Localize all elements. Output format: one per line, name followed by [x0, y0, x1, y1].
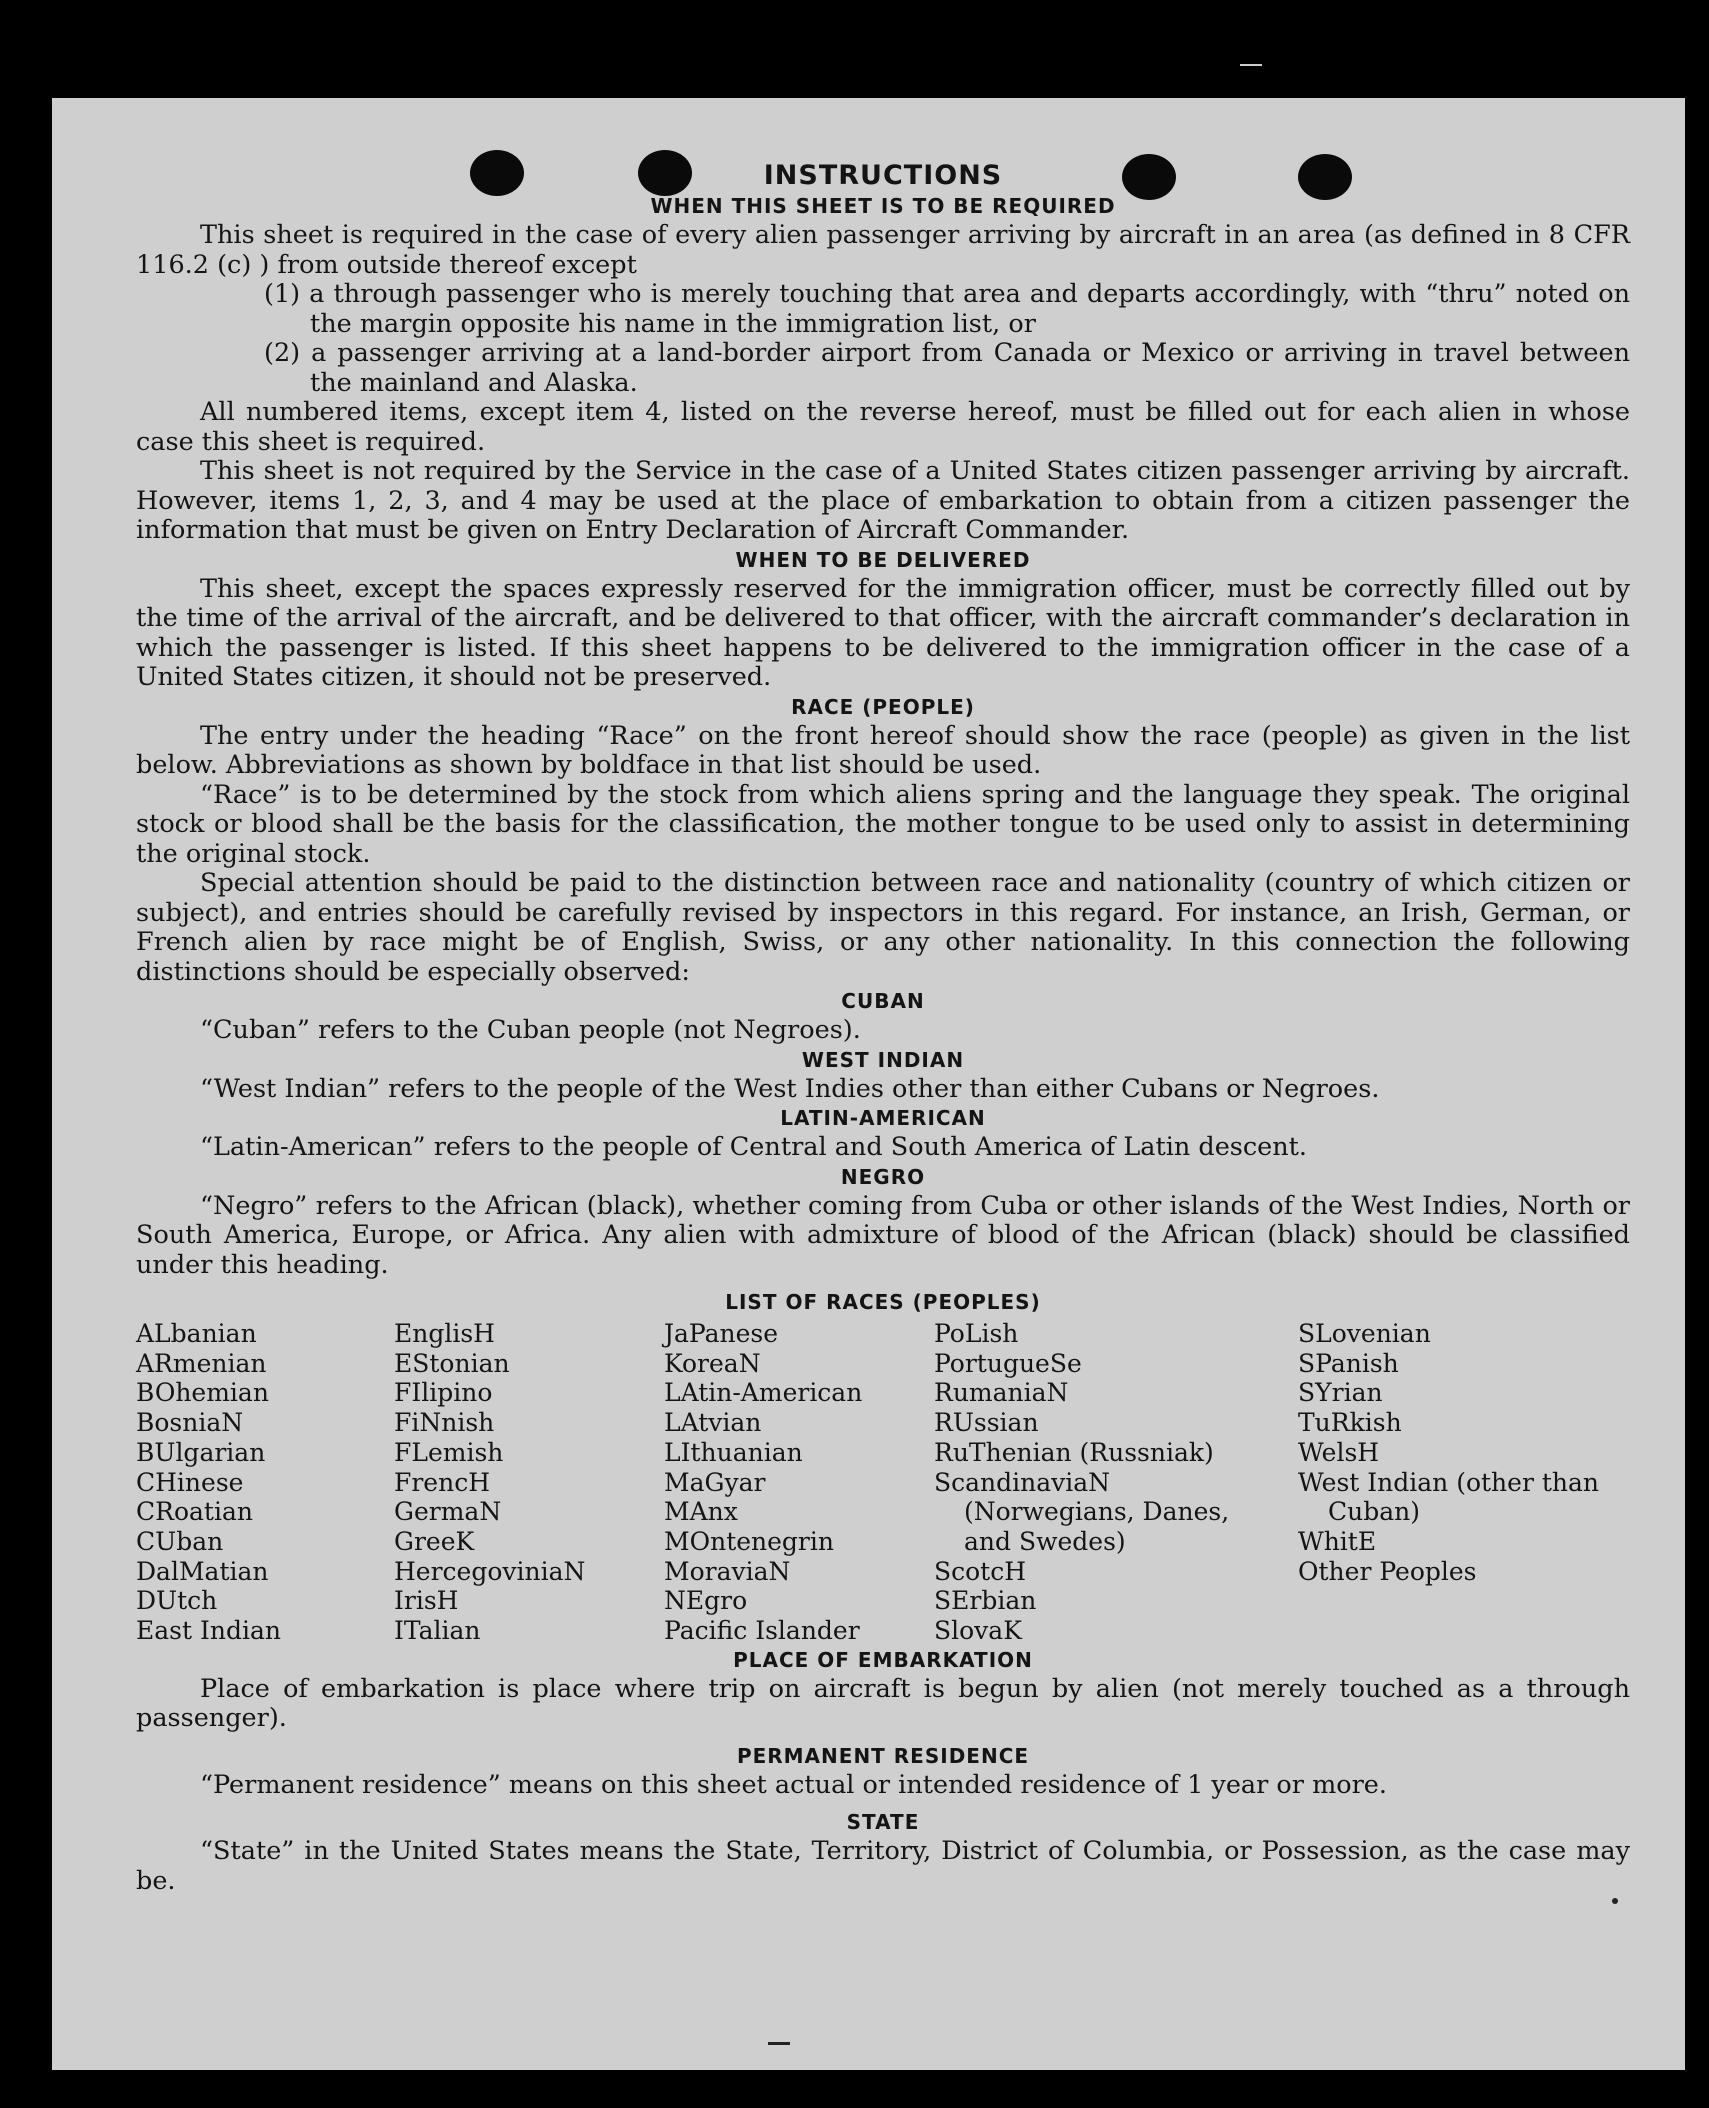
race-entry: DUtch: [136, 1586, 218, 1616]
paragraph: Place of embarkation is place where trip on aircraft is begun by alien (not merely touched as a through passenger).: [136, 1673, 1630, 1734]
section-heading: WHEN TO BE DELIVERED: [735, 547, 1031, 572]
race-entry: FrencH: [394, 1467, 490, 1497]
race-entry: ScandinaviaN (Norwegians, Danes, and Swedes): [934, 1467, 1230, 1556]
race-entry: WelsH: [1298, 1437, 1380, 1467]
paragraph: The entry under the heading “Race” on the front hereof should show the race (people) as given in the list below. Abbreviations as shown by boldface in that list should be used.: [136, 720, 1630, 780]
definition: “Latin-American” refers to the people of Central and South America of Latin descent.: [200, 1132, 1308, 1162]
section-heading: WHEN THIS SHEET IS TO BE REQUIRED: [650, 194, 1116, 218]
race-entry: RuThenian (Russniak): [934, 1437, 1214, 1467]
document-page: [52, 98, 1685, 2070]
race-entry: PortugueSe: [934, 1348, 1082, 1378]
race-entry: EStonian: [394, 1348, 510, 1378]
race-entry: SErbian: [934, 1586, 1037, 1616]
paragraph: All numbered items, except item 4, listed on the reverse hereof, must be filled out for each alien in whose case this sheet is required.: [136, 397, 1630, 457]
races-column: [136, 1319, 394, 1646]
race-entry: SlovaK: [934, 1616, 1022, 1646]
race-entry: FLemish: [394, 1437, 504, 1467]
scan-mark: [1612, 1898, 1618, 1904]
section-heading: LATIN-AMERICAN: [780, 1106, 986, 1130]
section-heading: NEGRO: [840, 1164, 926, 1189]
race-entry: TuRkish: [1298, 1408, 1402, 1438]
race-entry: West Indian (other than Cuban): [1298, 1467, 1600, 1527]
scan-mark: [768, 2042, 790, 2045]
races-column: [934, 1319, 1298, 1646]
races-column: [1298, 1319, 1598, 1646]
paragraph: “Permanent residence” means on this sheet actual or intended residence of 1 year or more.: [200, 1769, 1387, 1800]
race-entry: BosniaN: [136, 1408, 244, 1438]
paragraph: “Race” is to be determined by the stock from which aliens spring and the language they speak. The original stock or blood shall be the basis for the classification, the mother tongue to be used only to assist in determining the original stock.: [136, 779, 1630, 869]
race-entry: CRoatian: [136, 1497, 253, 1527]
race-entry: RUssian: [934, 1408, 1039, 1438]
paragraph: This sheet is not required by the Service in the case of a United States citizen passenger arriving by aircraft. However, items 1, 2, 3, and 4 may be used at the place of embarkation to obtain from a citizen passenger the information that must be given on Entry Declaration of Aircraft Commander.: [136, 456, 1630, 545]
race-entry: PoLish: [934, 1319, 1019, 1348]
definition: “West Indian” refers to the people of the West Indies other than either Cubans or Negroes.: [200, 1073, 1380, 1104]
list-item: (2) a passenger arriving at a land-border airport from Canada or Mexico or arriving in travel between the mainland and Alaska.: [264, 338, 1630, 398]
race-entry: Pacific Islander: [664, 1616, 860, 1646]
race-entry: MoraviaN: [664, 1556, 791, 1586]
instructions-body: [136, 160, 1630, 1896]
race-entry: EnglisH: [394, 1319, 495, 1348]
section-heading: RACE (PEOPLE): [791, 694, 975, 719]
race-entry: SLovenian: [1298, 1319, 1431, 1348]
race-entry: ITalian: [394, 1616, 481, 1646]
race-entry: GermaN: [394, 1497, 502, 1527]
race-entry: ScotcH: [934, 1556, 1027, 1586]
race-entry: KoreaN: [664, 1348, 761, 1378]
race-entry: CHinese: [136, 1467, 244, 1497]
races-column: [394, 1319, 664, 1646]
paragraph: “State” in the United States means the State, Territory, District of Columbia, or Possession, as the case may be.: [136, 1836, 1630, 1896]
section-heading: CUBAN: [841, 989, 925, 1013]
section-heading: PERMANENT RESIDENCE: [736, 1743, 1030, 1768]
page-title: INSTRUCTIONS: [763, 160, 1003, 191]
scan-mark: [1240, 64, 1262, 66]
definition: “Negro” refers to the African (black), whether coming from Cuba or other islands of the West Indies, North or South America, Europe, or Africa. Any alien with admixture of blood of the African (black) should be classified under this heading.: [136, 1190, 1630, 1280]
race-entry: SPanish: [1298, 1348, 1399, 1378]
paragraph: This sheet is required in the case of every alien passenger arriving by aircraft in an area (as defined in 8 CFR 116.2 (c) ) from outside thereof except: [136, 220, 1630, 280]
race-entry: LAtvian: [664, 1408, 762, 1438]
race-entry: ARmenian: [136, 1348, 267, 1378]
race-entry: ALbanian: [136, 1319, 257, 1348]
section-heading: LIST OF RACES (PEOPLES): [725, 1290, 1041, 1314]
definition: “Cuban” refers to the Cuban people (not Negroes).: [200, 1015, 861, 1045]
race-entry: RumaniaN: [934, 1378, 1069, 1408]
paragraph: This sheet, except the spaces expressly reserved for the immigration officer, must be correctly filled out by the time of the arrival of the aircraft, and be delivered to that officer, with the aircraft commander’s declaration in which the passenger is listed. If this sheet happens to be delivered to the immigration officer in the case of a United States citizen, it should not be preserved.: [136, 573, 1630, 692]
race-entry: SYrian: [1298, 1378, 1383, 1408]
list-item: (1) a through passenger who is merely touching that area and departs accordingly, with “thru” noted on the margin opposite his name in the immigration list, or: [264, 279, 1630, 339]
race-entry: GreeK: [394, 1526, 475, 1556]
race-entry: DalMatian: [136, 1556, 269, 1586]
races-column: [664, 1319, 934, 1646]
race-entry: MOntenegrin: [664, 1526, 834, 1556]
section-heading: STATE: [846, 1810, 920, 1835]
section-heading: WEST INDIAN: [801, 1047, 965, 1072]
race-entry: Other Peoples: [1298, 1556, 1477, 1586]
race-entry: HercegoviniaN: [394, 1556, 586, 1586]
race-entry: BOhemian: [136, 1378, 269, 1408]
race-entry: LAtin-American: [664, 1378, 863, 1408]
race-entry: FIlipino: [394, 1378, 493, 1408]
race-entry: CUban: [136, 1526, 224, 1556]
race-entry: BUlgarian: [136, 1437, 266, 1467]
race-entry: JaPanese: [664, 1319, 779, 1348]
race-entry: WhitE: [1298, 1526, 1377, 1556]
race-entry: NEgro: [664, 1586, 748, 1616]
races-list: [136, 1319, 1630, 1646]
race-entry: MAnx: [664, 1497, 738, 1527]
race-entry: LIthuanian: [664, 1437, 803, 1467]
race-entry: FiNnish: [394, 1408, 495, 1438]
race-entry: IrisH: [394, 1586, 459, 1616]
race-entry: East Indian: [136, 1616, 281, 1646]
race-entry: MaGyar: [664, 1467, 766, 1497]
paragraph: Special attention should be paid to the distinction between race and nationality (country of which citizen or subject), and entries should be carefully revised by inspectors in this regard. For instance, an Irish, German, or French alien by race might be of English, Swiss, or any other nationality. In this connection the following distinctions should be especially observed:: [136, 868, 1630, 987]
section-heading: PLACE OF EMBARKATION: [733, 1647, 1033, 1672]
